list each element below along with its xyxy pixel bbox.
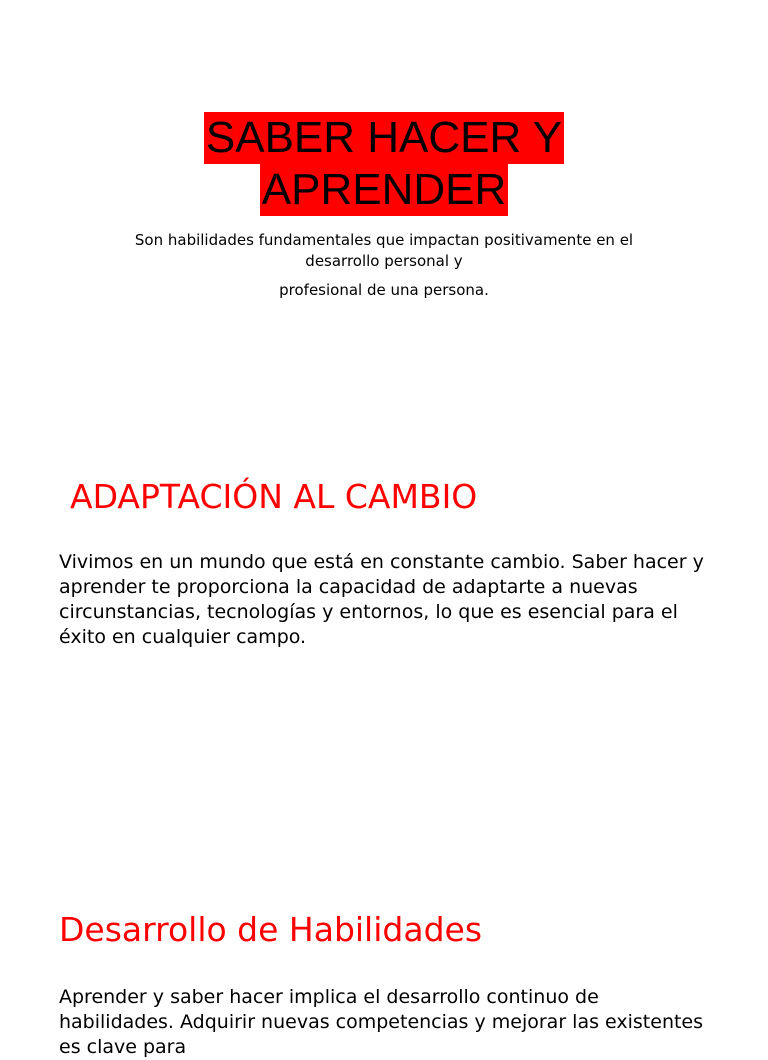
document-title: [0, 112, 768, 216]
section-heading-desarrollo: Desarrollo de Habilidades: [59, 910, 483, 949]
subtitle-text-1: Son habilidades fundamentales que impactan positivamente en el desarrollo personal y: [134, 231, 634, 270]
section-heading-adaptacion: ADAPTACIÓN AL CAMBIO: [70, 477, 478, 516]
section-body-adaptacion: Vivimos en un mundo que está en constante cambio. Saber hacer y aprender te proporciona la capacidad de adaptarte a nuevas circunstancias, tecnologías y entornos, lo que es esencial para el éxito en cualquier campo.: [59, 551, 704, 648]
section-body-desarrollo: Aprender y saber hacer implica el desarrollo continuo de habilidades. Adquirir nuevas competencias y mejorar las existentes es clave para: [59, 986, 704, 1058]
title-line-2: APRENDER: [261, 165, 507, 214]
subtitle-text-2: profesional de una persona.: [279, 281, 489, 299]
title-line-1: SABER HACER Y: [205, 113, 563, 162]
